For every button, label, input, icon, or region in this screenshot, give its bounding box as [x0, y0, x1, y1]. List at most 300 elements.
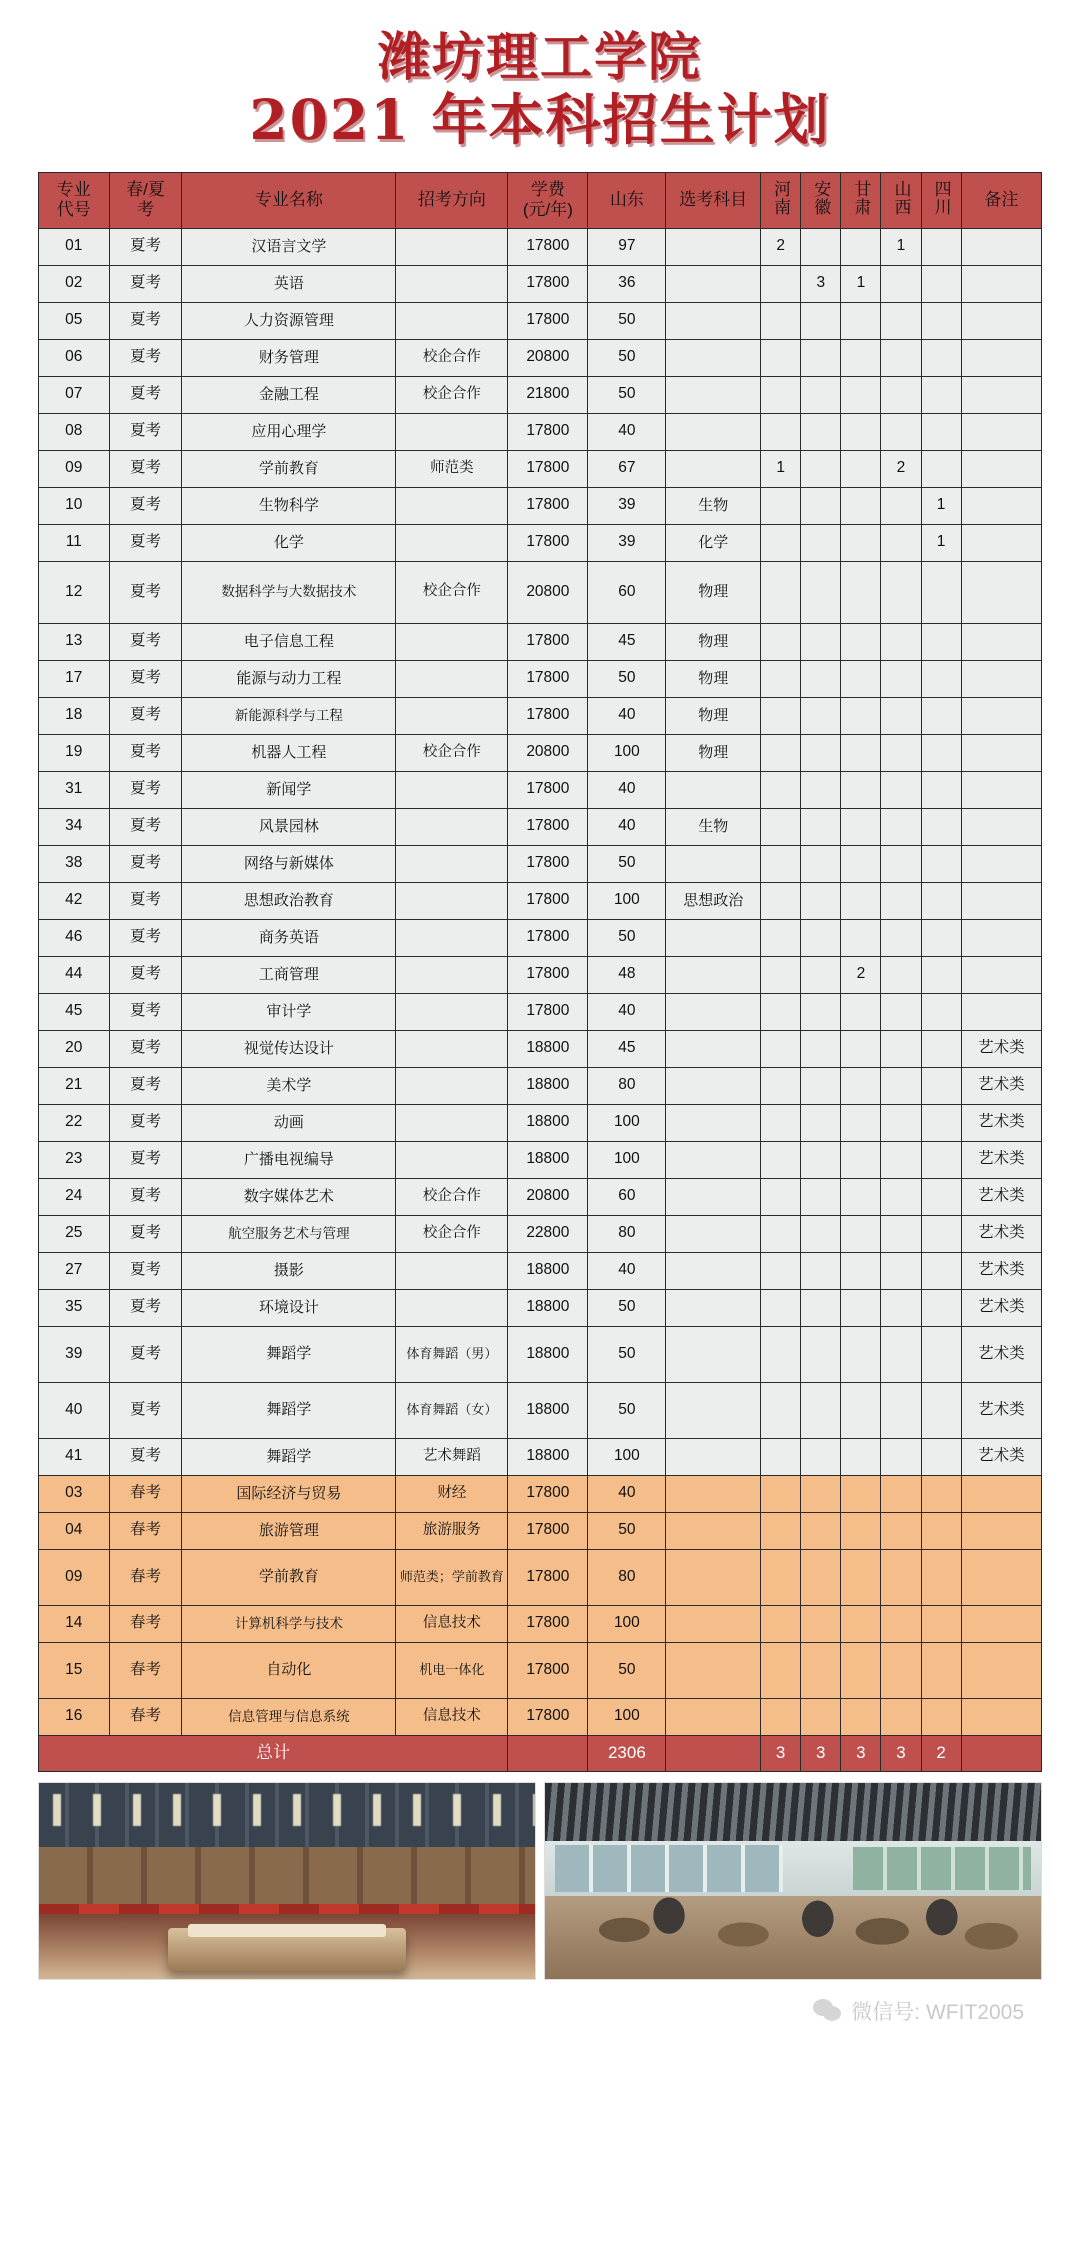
- cell-season: 夏考: [109, 265, 182, 302]
- cell-sichuan: [921, 1178, 961, 1215]
- cell-season: 夏考: [109, 1030, 182, 1067]
- wechat-icon: [813, 1999, 843, 2023]
- cell-note: [961, 265, 1041, 302]
- table-row: [39, 623, 1042, 660]
- cell-gansu: [841, 1382, 881, 1438]
- cell-shanxi: [881, 919, 921, 956]
- plan-subtitle: 2021 年本科招生计划: [249, 87, 831, 153]
- cell-subject: [666, 1326, 761, 1382]
- cell-direction: [396, 919, 508, 956]
- total-henan: 3: [761, 1735, 801, 1771]
- cell-sichuan: [921, 265, 961, 302]
- cell-subject: [666, 1642, 761, 1698]
- cell-direction: 机电一体化: [396, 1642, 508, 1698]
- cell-direction: 信息技术: [396, 1605, 508, 1642]
- cell-anhui: [801, 623, 841, 660]
- cell-note: [961, 919, 1041, 956]
- col-header-shanxi: 山西: [881, 172, 921, 228]
- cell-shanxi: [881, 771, 921, 808]
- cell-anhui: [801, 660, 841, 697]
- cell-season: 夏考: [109, 808, 182, 845]
- cell-shanxi: [881, 845, 921, 882]
- cell-henan: [761, 561, 801, 623]
- cell-note: [961, 623, 1041, 660]
- cell-subject: [666, 1141, 761, 1178]
- cell-shandong: 50: [588, 1289, 666, 1326]
- cell-subject: [666, 1215, 761, 1252]
- cell-code: 20: [39, 1030, 110, 1067]
- cell-subject: [666, 1252, 761, 1289]
- cell-shandong: 50: [588, 660, 666, 697]
- cell-fee: 18800: [508, 1252, 588, 1289]
- cell-anhui: [801, 734, 841, 771]
- cell-henan: [761, 302, 801, 339]
- table-row: [39, 265, 1042, 302]
- cell-fee: 17800: [508, 1642, 588, 1698]
- cell-fee: 18800: [508, 1030, 588, 1067]
- cell-anhui: [801, 487, 841, 524]
- cell-shandong: 100: [588, 882, 666, 919]
- cell-direction: [396, 660, 508, 697]
- table-row: [39, 1605, 1042, 1642]
- cell-code: 16: [39, 1698, 110, 1735]
- cell-shandong: 40: [588, 413, 666, 450]
- cell-direction: [396, 1030, 508, 1067]
- cell-code: 12: [39, 561, 110, 623]
- cell-major-name: 摄影: [182, 1252, 396, 1289]
- cell-direction: [396, 697, 508, 734]
- cell-direction: [396, 808, 508, 845]
- cell-anhui: [801, 228, 841, 265]
- campus-photos: [38, 1782, 1042, 1980]
- cell-shanxi: [881, 413, 921, 450]
- col-header-shandong: 山东: [588, 172, 666, 228]
- cell-shandong: 100: [588, 1141, 666, 1178]
- cell-subject: [666, 376, 761, 413]
- col-header-anhui: 安徽: [801, 172, 841, 228]
- cell-henan: [761, 339, 801, 376]
- table-row: [39, 302, 1042, 339]
- cell-shanxi: [881, 1698, 921, 1735]
- cell-direction: 师范类；学前教育: [396, 1549, 508, 1605]
- cell-sichuan: [921, 1438, 961, 1475]
- cell-gansu: [841, 734, 881, 771]
- table-header: [39, 172, 1042, 228]
- cell-fee: 18800: [508, 1104, 588, 1141]
- cell-fee: 17800: [508, 1512, 588, 1549]
- university-name: 潍坊理工学院: [377, 27, 702, 88]
- cell-code: 18: [39, 697, 110, 734]
- cell-shandong: 40: [588, 808, 666, 845]
- cell-fee: 17800: [508, 524, 588, 561]
- cell-direction: 信息技术: [396, 1698, 508, 1735]
- total-anhui: 3: [801, 1735, 841, 1771]
- cell-shandong: 50: [588, 302, 666, 339]
- cell-fee: 17800: [508, 1605, 588, 1642]
- cell-fee: 17800: [508, 882, 588, 919]
- cell-shandong: 40: [588, 1475, 666, 1512]
- cell-subject: [666, 1067, 761, 1104]
- cell-anhui: [801, 1512, 841, 1549]
- cell-sichuan: [921, 1141, 961, 1178]
- cell-code: 34: [39, 808, 110, 845]
- cell-gansu: [841, 1030, 881, 1067]
- cell-season: 夏考: [109, 339, 182, 376]
- cell-shanxi: [881, 1642, 921, 1698]
- cell-subject: 化学: [666, 524, 761, 561]
- cell-subject: [666, 993, 761, 1030]
- cell-note: [961, 993, 1041, 1030]
- cell-fee: 21800: [508, 376, 588, 413]
- cell-subject: [666, 1104, 761, 1141]
- cell-shandong: 40: [588, 697, 666, 734]
- cell-season: 夏考: [109, 1326, 182, 1382]
- cell-sichuan: [921, 808, 961, 845]
- cell-major-name: 航空服务艺术与管理: [182, 1215, 396, 1252]
- cell-major-name: 风景园林: [182, 808, 396, 845]
- cell-shanxi: [881, 561, 921, 623]
- cell-direction: [396, 302, 508, 339]
- cell-sichuan: [921, 1642, 961, 1698]
- cell-note: [961, 1475, 1041, 1512]
- cell-sichuan: [921, 919, 961, 956]
- cell-sichuan: [921, 1382, 961, 1438]
- cell-major-name: 商务英语: [182, 919, 396, 956]
- cell-shandong: 50: [588, 1642, 666, 1698]
- cell-henan: [761, 808, 801, 845]
- cell-note: [961, 524, 1041, 561]
- cell-sichuan: [921, 697, 961, 734]
- cell-sichuan: [921, 1215, 961, 1252]
- cell-note: [961, 882, 1041, 919]
- cell-direction: [396, 771, 508, 808]
- cell-major-name: 广播电视编导: [182, 1141, 396, 1178]
- table-row: [39, 413, 1042, 450]
- cell-major-name: 动画: [182, 1104, 396, 1141]
- cell-shanxi: [881, 1215, 921, 1252]
- footer: [0, 1996, 1080, 2026]
- cell-code: 11: [39, 524, 110, 561]
- table-row: [39, 845, 1042, 882]
- cell-shanxi: [881, 1512, 921, 1549]
- col-header-gansu: 甘肃: [841, 172, 881, 228]
- table-row: [39, 1698, 1042, 1735]
- cell-direction: [396, 845, 508, 882]
- cell-major-name: 网络与新媒体: [182, 845, 396, 882]
- cell-shanxi: [881, 265, 921, 302]
- cell-shanxi: 2: [881, 450, 921, 487]
- cell-anhui: [801, 302, 841, 339]
- cell-code: 15: [39, 1642, 110, 1698]
- cell-gansu: [841, 623, 881, 660]
- cell-subject: [666, 1512, 761, 1549]
- cell-shandong: 50: [588, 1382, 666, 1438]
- cell-fee: 17800: [508, 808, 588, 845]
- total-fee: [508, 1735, 588, 1771]
- cell-henan: [761, 1605, 801, 1642]
- cell-note: [961, 1642, 1041, 1698]
- cell-sichuan: [921, 1289, 961, 1326]
- table-row: [39, 1382, 1042, 1438]
- cell-sichuan: [921, 561, 961, 623]
- cell-major-name: 视觉传达设计: [182, 1030, 396, 1067]
- cell-direction: 旅游服务: [396, 1512, 508, 1549]
- cell-major-name: 金融工程: [182, 376, 396, 413]
- total-gansu: 3: [841, 1735, 881, 1771]
- cell-gansu: [841, 1326, 881, 1382]
- cell-sichuan: [921, 1326, 961, 1382]
- table-row: [39, 1549, 1042, 1605]
- cell-subject: [666, 228, 761, 265]
- admissions-plan-table: [38, 172, 1042, 1772]
- cell-subject: [666, 450, 761, 487]
- cell-code: 14: [39, 1605, 110, 1642]
- cell-gansu: [841, 413, 881, 450]
- cell-shandong: 60: [588, 1178, 666, 1215]
- cell-direction: 体育舞蹈（女）: [396, 1382, 508, 1438]
- cell-major-name: 舞蹈学: [182, 1326, 396, 1382]
- cell-fee: 17800: [508, 265, 588, 302]
- cell-henan: [761, 413, 801, 450]
- cell-shandong: 80: [588, 1067, 666, 1104]
- cell-note: [961, 771, 1041, 808]
- cell-subject: [666, 956, 761, 993]
- cell-note: [961, 956, 1041, 993]
- table-row: [39, 1104, 1042, 1141]
- cell-direction: [396, 1252, 508, 1289]
- cell-code: 24: [39, 1178, 110, 1215]
- cell-anhui: [801, 882, 841, 919]
- table-row: [39, 487, 1042, 524]
- cell-shandong: 45: [588, 623, 666, 660]
- cell-subject: 物理: [666, 561, 761, 623]
- cell-fee: 17800: [508, 1475, 588, 1512]
- cell-sichuan: [921, 1475, 961, 1512]
- cell-henan: [761, 1067, 801, 1104]
- cell-gansu: [841, 1178, 881, 1215]
- cell-henan: [761, 993, 801, 1030]
- cell-season: 夏考: [109, 1067, 182, 1104]
- cell-sichuan: 1: [921, 524, 961, 561]
- table-row: [39, 1141, 1042, 1178]
- cell-direction: 校企合作: [396, 376, 508, 413]
- table-row: [39, 1178, 1042, 1215]
- table-body: [39, 228, 1042, 1735]
- tables-and-chairs-detail: [545, 1884, 1041, 1962]
- cell-shandong: 40: [588, 1252, 666, 1289]
- cell-subject: 物理: [666, 623, 761, 660]
- cell-anhui: [801, 1382, 841, 1438]
- cell-shanxi: [881, 302, 921, 339]
- bookshelves-detail: [39, 1847, 535, 1906]
- cell-note: [961, 376, 1041, 413]
- cell-gansu: [841, 1141, 881, 1178]
- library-reading-hall-photo: [38, 1782, 536, 1980]
- cell-direction: [396, 1141, 508, 1178]
- cell-gansu: [841, 1512, 881, 1549]
- col-header-major-name: 专业名称: [182, 172, 396, 228]
- cell-major-name: 信息管理与信息系统: [182, 1698, 396, 1735]
- cell-direction: [396, 524, 508, 561]
- cell-code: 35: [39, 1289, 110, 1326]
- cell-shanxi: [881, 339, 921, 376]
- cell-shanxi: [881, 1252, 921, 1289]
- cell-direction: [396, 1104, 508, 1141]
- cell-gansu: 1: [841, 265, 881, 302]
- cell-direction: 校企合作: [396, 1215, 508, 1252]
- cell-note: 艺术类: [961, 1178, 1041, 1215]
- cell-code: 40: [39, 1382, 110, 1438]
- cell-shanxi: [881, 660, 921, 697]
- cell-code: 08: [39, 413, 110, 450]
- cell-major-name: 自动化: [182, 1642, 396, 1698]
- cell-fee: 18800: [508, 1141, 588, 1178]
- cell-henan: [761, 1475, 801, 1512]
- cell-direction: 校企合作: [396, 734, 508, 771]
- cell-shandong: 39: [588, 524, 666, 561]
- cell-gansu: [841, 771, 881, 808]
- cell-code: 45: [39, 993, 110, 1030]
- cell-major-name: 旅游管理: [182, 1512, 396, 1549]
- cell-gansu: [841, 1549, 881, 1605]
- cell-season: 夏考: [109, 919, 182, 956]
- cell-code: 38: [39, 845, 110, 882]
- cell-code: 02: [39, 265, 110, 302]
- cell-anhui: 3: [801, 265, 841, 302]
- cell-sichuan: [921, 1104, 961, 1141]
- cell-henan: [761, 660, 801, 697]
- cell-henan: [761, 734, 801, 771]
- cell-major-name: 人力资源管理: [182, 302, 396, 339]
- cell-direction: 校企合作: [396, 339, 508, 376]
- col-header-subject: 选考科目: [666, 172, 761, 228]
- cell-anhui: [801, 1642, 841, 1698]
- cell-henan: [761, 1382, 801, 1438]
- total-shandong: 2306: [588, 1735, 666, 1771]
- red-banner-detail: [39, 1904, 535, 1914]
- table-row: [39, 450, 1042, 487]
- cell-note: 艺术类: [961, 1382, 1041, 1438]
- cell-shandong: 39: [588, 487, 666, 524]
- cell-fee: 18800: [508, 1067, 588, 1104]
- cell-subject: 物理: [666, 697, 761, 734]
- cell-shanxi: [881, 808, 921, 845]
- cell-shandong: 80: [588, 1549, 666, 1605]
- cell-fee: 18800: [508, 1289, 588, 1326]
- cell-henan: [761, 919, 801, 956]
- cell-shanxi: [881, 1438, 921, 1475]
- cell-anhui: [801, 1030, 841, 1067]
- cell-gansu: 2: [841, 956, 881, 993]
- table-row: [39, 660, 1042, 697]
- cell-code: 22: [39, 1104, 110, 1141]
- cell-sichuan: [921, 734, 961, 771]
- cell-season: 春考: [109, 1549, 182, 1605]
- cell-season: 夏考: [109, 1438, 182, 1475]
- table-header-row: [39, 172, 1042, 228]
- cell-anhui: [801, 1104, 841, 1141]
- cell-anhui: [801, 1698, 841, 1735]
- cell-season: 夏考: [109, 993, 182, 1030]
- cell-direction: [396, 1067, 508, 1104]
- cell-shandong: 100: [588, 1605, 666, 1642]
- cell-season: 夏考: [109, 1178, 182, 1215]
- cell-shanxi: [881, 1605, 921, 1642]
- cell-direction: [396, 882, 508, 919]
- cell-sichuan: [921, 1512, 961, 1549]
- cell-sichuan: [921, 1605, 961, 1642]
- table-row: [39, 524, 1042, 561]
- cell-season: 春考: [109, 1605, 182, 1642]
- cell-fee: 17800: [508, 660, 588, 697]
- col-header-code: 专业 代号: [39, 172, 110, 228]
- cell-gansu: [841, 561, 881, 623]
- cell-henan: [761, 1642, 801, 1698]
- cell-note: 艺术类: [961, 1104, 1041, 1141]
- cell-note: 艺术类: [961, 1289, 1041, 1326]
- cell-major-name: 新闻学: [182, 771, 396, 808]
- cell-shanxi: [881, 1178, 921, 1215]
- cell-henan: [761, 1141, 801, 1178]
- cell-subject: [666, 1382, 761, 1438]
- cell-shandong: 50: [588, 845, 666, 882]
- cell-fee: 17800: [508, 1549, 588, 1605]
- cell-fee: 17800: [508, 993, 588, 1030]
- cell-shanxi: [881, 1030, 921, 1067]
- cell-anhui: [801, 1178, 841, 1215]
- cell-shanxi: [881, 524, 921, 561]
- cell-gansu: [841, 1104, 881, 1141]
- cell-sichuan: [921, 882, 961, 919]
- cell-season: 夏考: [109, 1215, 182, 1252]
- cell-code: 09: [39, 450, 110, 487]
- cell-note: [961, 660, 1041, 697]
- cell-direction: [396, 265, 508, 302]
- cell-shanxi: [881, 882, 921, 919]
- cell-direction: [396, 413, 508, 450]
- cell-sichuan: [921, 1252, 961, 1289]
- cell-note: [961, 228, 1041, 265]
- cell-season: 夏考: [109, 1289, 182, 1326]
- cell-fee: 17800: [508, 697, 588, 734]
- cell-season: 春考: [109, 1698, 182, 1735]
- cell-fee: 17800: [508, 771, 588, 808]
- cell-shanxi: 1: [881, 228, 921, 265]
- cell-shandong: 50: [588, 339, 666, 376]
- table-row: [39, 1030, 1042, 1067]
- cell-note: [961, 697, 1041, 734]
- table-row: [39, 1326, 1042, 1382]
- cell-anhui: [801, 993, 841, 1030]
- cell-shandong: 50: [588, 1512, 666, 1549]
- cell-henan: 2: [761, 228, 801, 265]
- cell-subject: [666, 1030, 761, 1067]
- cell-gansu: [841, 1438, 881, 1475]
- cell-subject: [666, 919, 761, 956]
- cell-direction: [396, 993, 508, 1030]
- table-row: [39, 956, 1042, 993]
- table-row: [39, 697, 1042, 734]
- table-row: [39, 376, 1042, 413]
- cell-major-name: 汉语言文学: [182, 228, 396, 265]
- cell-major-name: 生物科学: [182, 487, 396, 524]
- cell-code: 03: [39, 1475, 110, 1512]
- cell-gansu: [841, 1215, 881, 1252]
- cell-shanxi: [881, 1141, 921, 1178]
- col-header-sichuan: 四川: [921, 172, 961, 228]
- cell-direction: 艺术舞蹈: [396, 1438, 508, 1475]
- cell-subject: 生物: [666, 487, 761, 524]
